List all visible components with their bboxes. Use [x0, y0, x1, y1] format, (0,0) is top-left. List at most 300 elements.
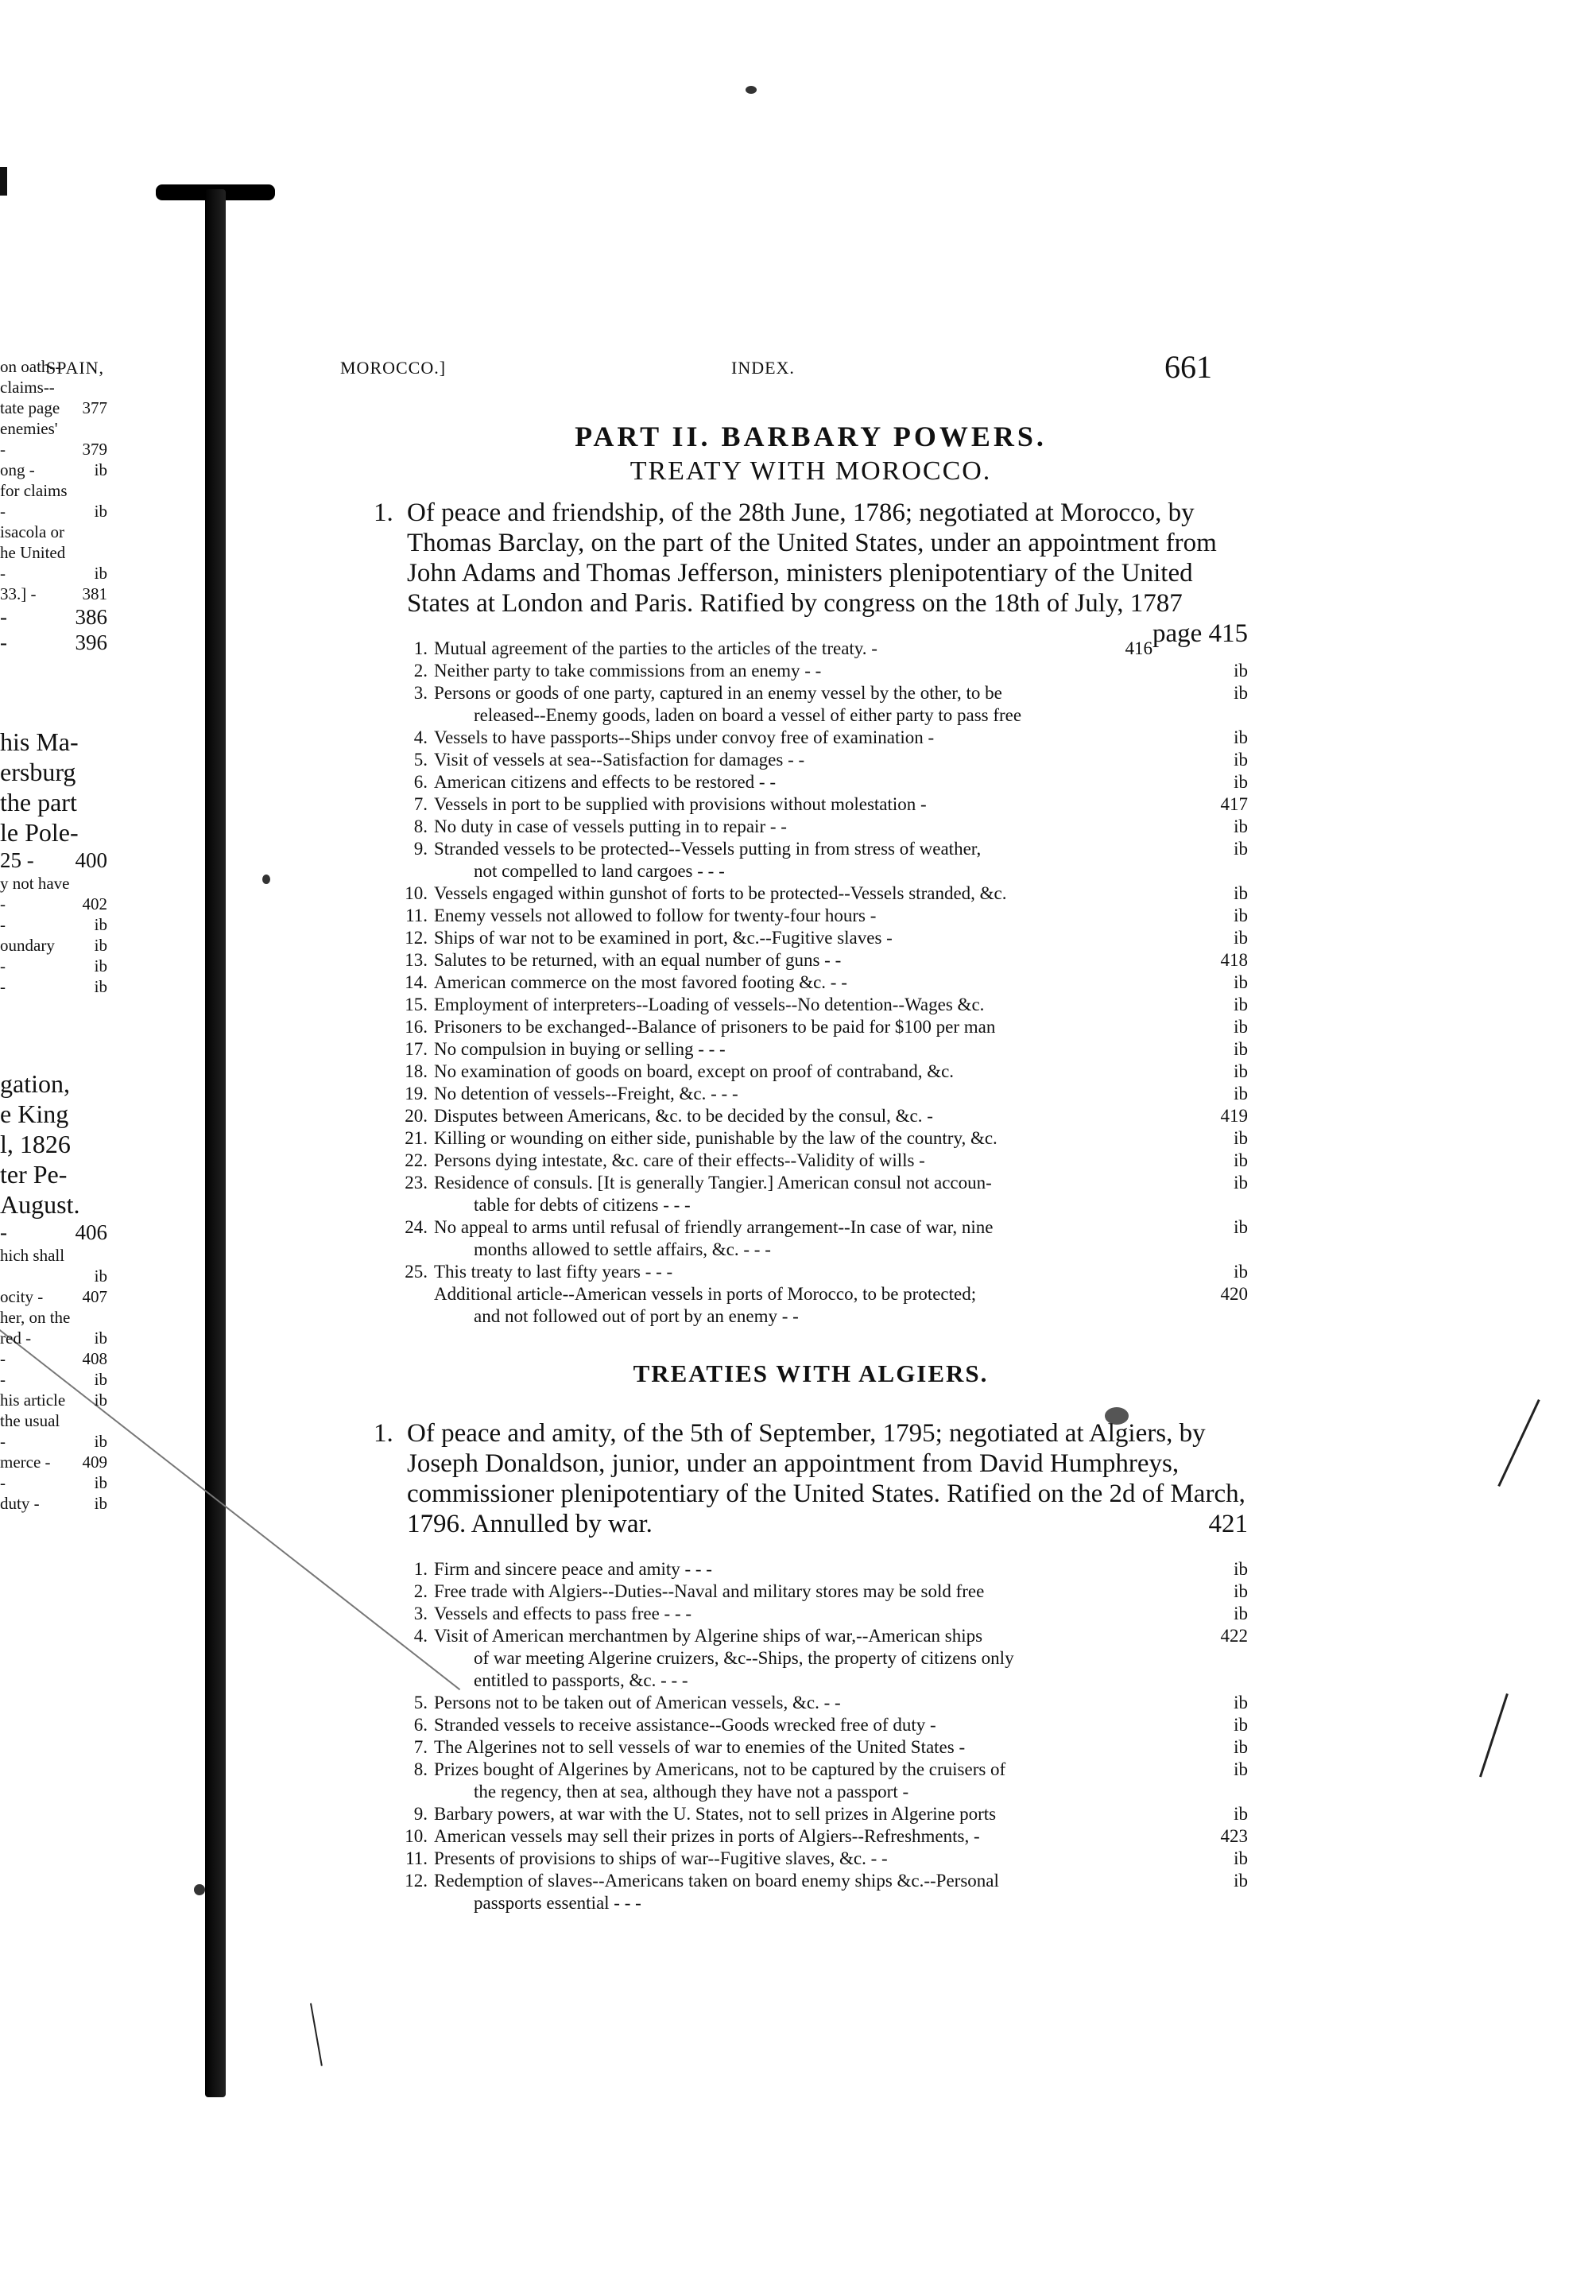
article-entry	[396, 1127, 1248, 1150]
article-entry	[396, 638, 1152, 660]
left-line-page: ib	[94, 1370, 107, 1389]
left-page-line	[0, 976, 107, 997]
article-number: 15.	[405, 995, 428, 1014]
article-number: 23.	[405, 1173, 428, 1193]
article-number: 12.	[405, 1871, 428, 1891]
article-text-line: Additional article--American vessels in ports of Morocco, to be protected;	[434, 1284, 977, 1304]
left-line-text: -	[0, 977, 6, 996]
article-number: 13.	[405, 950, 428, 970]
left-line-page: 402	[82, 894, 107, 913]
left-line-page: ib	[94, 1473, 107, 1492]
article-entry	[396, 1216, 1248, 1261]
article-number: 7.	[413, 794, 428, 814]
left-line-text: -	[0, 1432, 6, 1451]
article-entry	[396, 1736, 1248, 1759]
running-head-section: MOROCCO.]	[340, 358, 447, 378]
left-line-text: he United	[0, 543, 66, 562]
left-line-text: ong -	[0, 460, 35, 479]
article-entry	[396, 1580, 1248, 1603]
article-page: 418	[1220, 950, 1248, 970]
left-page-line	[0, 1129, 107, 1159]
left-line-page: ib	[94, 1390, 107, 1410]
article-text-line: Visit of vessels at sea--Satisfaction for damages - -	[434, 750, 805, 770]
article-page: 416	[1125, 638, 1152, 658]
article-page: ib	[1234, 1759, 1248, 1779]
left-page-line	[0, 1348, 107, 1369]
article-number: 12.	[405, 928, 428, 948]
article-text	[434, 793, 1192, 816]
article-text-line: American commerce on the most favored footing &c. - -	[434, 972, 847, 992]
article-entry	[396, 905, 1248, 927]
article-number: 9.	[413, 1804, 428, 1824]
article-number: 17.	[405, 1039, 428, 1059]
left-page-line	[0, 757, 107, 787]
left-page-line	[0, 1369, 107, 1390]
left-line-page: ib	[94, 1432, 107, 1451]
article-entry	[396, 949, 1248, 972]
left-page-line	[0, 522, 107, 542]
article-text	[434, 1150, 1192, 1172]
article-text-line: Persons not to be taken out of American vessels, &c. - -	[434, 1693, 841, 1712]
article-text-continuation: passports essential - - -	[474, 1893, 641, 1913]
article-entry	[396, 1038, 1248, 1061]
left-line-page: 386	[75, 605, 107, 629]
article-page: ib	[1234, 1715, 1248, 1735]
left-line-page: ib	[94, 956, 107, 975]
article-entry	[396, 1759, 1248, 1803]
left-line-text: hich shall	[0, 1246, 65, 1265]
article-text-continuation: released--Enemy goods, laden on board a vessel of either party to pass free	[474, 705, 1022, 725]
left-page-line	[0, 439, 107, 460]
article-text-continuation: and not followed out of port by an enemy - -	[474, 1306, 799, 1326]
left-line-text: -	[0, 1349, 6, 1368]
left-line-text: merce -	[0, 1452, 51, 1472]
article-entry	[396, 1150, 1248, 1172]
article-text-line: No compulsion in buying or selling - - -	[434, 1039, 726, 1059]
left-line-text: -	[0, 564, 6, 583]
article-page: 420	[1220, 1284, 1248, 1304]
left-line-text: on oath--	[0, 357, 61, 376]
article-number: 5.	[413, 750, 428, 770]
left-page-line	[0, 1410, 107, 1431]
left-line-text: duty -	[0, 1494, 40, 1513]
left-line-page: ib	[94, 1266, 107, 1286]
article-page: ib	[1234, 750, 1248, 770]
article-text-line: Persons dying intestate, &c. care of their effects--Validity of wills -	[434, 1150, 925, 1170]
article-text-line: No appeal to arms until refusal of friendly arrangement--In case of war, nine	[434, 1217, 994, 1237]
article-text-line: Mutual agreement of the parties to the articles of the treaty. -	[434, 638, 877, 658]
article-page: ib	[1234, 1804, 1248, 1824]
article-text-line: Prisoners to be exchanged--Balance of prisoners to be paid for $100 per man	[434, 1017, 996, 1037]
article-page: ib	[1234, 1848, 1248, 1868]
article-text-line: Presents of provisions to ships of war--Fugitive slaves, &c. - -	[434, 1848, 888, 1868]
article-page: 422	[1220, 1626, 1248, 1646]
article-number: 14.	[405, 972, 428, 992]
article-text	[434, 1038, 1192, 1061]
article-text-line: Neither party to take commissions from an enemy - -	[434, 661, 822, 681]
algiers-intro	[374, 1418, 1248, 1539]
article-text-line: Vessels engaged within gunshot of forts to be protected--Vessels stranded, &c.	[434, 883, 1007, 903]
article-entry	[396, 1283, 1248, 1328]
article-text-line: Firm and sincere peace and amity - - -	[434, 1559, 712, 1579]
left-page-line	[0, 1286, 107, 1307]
article-text-line: Disputes between Americans, &c. to be decided by the consul, &c. -	[434, 1106, 933, 1126]
article-page: ib	[1234, 772, 1248, 792]
article-entry	[396, 838, 1248, 882]
article-text	[434, 682, 1192, 727]
article-page: 419	[1220, 1106, 1248, 1126]
left-page-line	[0, 630, 107, 655]
left-line-text: his Ma-	[0, 727, 79, 756]
left-page-line	[0, 935, 107, 956]
article-text-line: Vessels to have passports--Ships under convoy free of examination -	[434, 727, 935, 747]
algiers-heading: TREATIES WITH ALGIERS.	[633, 1359, 989, 1387]
article-entry	[396, 660, 1248, 682]
article-text	[434, 1558, 1192, 1580]
article-text-continuation: table for debts of citizens - - -	[474, 1195, 691, 1215]
article-text-line: No examination of goods on board, except on proof of contraband, &c.	[434, 1061, 955, 1081]
left-line-text: -	[0, 1473, 6, 1492]
algiers-article-list	[396, 1558, 1248, 1914]
spacer	[0, 997, 107, 1068]
article-entry	[396, 727, 1248, 749]
article-text-line: This treaty to last fifty years - - -	[434, 1262, 673, 1282]
article-text-line: No detention of vessels--Freight, &c. - - -	[434, 1084, 738, 1103]
article-text-line: Vessels in port to be supplied with provisions without molestation -	[434, 794, 927, 814]
article-entry	[396, 1172, 1248, 1216]
article-page: ib	[1234, 1017, 1248, 1037]
morocco-heading: TREATY WITH MOROCCO.	[629, 456, 992, 486]
article-entry	[396, 1825, 1248, 1848]
left-line-text: 33.] -	[0, 584, 37, 603]
left-line-text: -	[0, 915, 6, 934]
pen-stroke	[310, 2003, 323, 2066]
left-page-line	[0, 501, 107, 522]
article-text	[434, 1825, 1192, 1848]
article-text	[434, 1848, 1192, 1870]
article-text	[434, 1172, 1192, 1216]
article-text-line: Salutes to be returned, with an equal number of guns - -	[434, 950, 842, 970]
left-line-text: gation,	[0, 1069, 70, 1098]
article-text	[434, 838, 1192, 882]
article-number: 1.	[413, 1559, 428, 1579]
article-number: 8.	[413, 816, 428, 836]
article-text-line: Redemption of slaves--Americans taken on board enemy ships &c.--Personal	[434, 1871, 999, 1891]
article-text-line: Prizes bought of Algerines by Americans, not to be captured by the cruisers of	[434, 1759, 1006, 1779]
article-text	[434, 1803, 1192, 1825]
left-line-text: -	[0, 1370, 6, 1389]
article-page: ib	[1234, 928, 1248, 948]
left-line-text: enemies'	[0, 419, 58, 438]
article-entry	[396, 1848, 1248, 1870]
article-number: 11.	[405, 906, 428, 925]
left-page-line	[0, 418, 107, 439]
article-number: 20.	[405, 1106, 428, 1126]
article-number: 7.	[413, 1737, 428, 1757]
left-page-line	[0, 1390, 107, 1410]
article-text-line: American citizens and effects to be restored - -	[434, 772, 776, 792]
article-number: 22.	[405, 1150, 428, 1170]
article-number: 5.	[413, 1693, 428, 1712]
article-text-continuation: not compelled to land cargoes - - -	[474, 861, 725, 881]
article-page: 417	[1220, 794, 1248, 814]
left-line-text: isacola or	[0, 522, 65, 541]
index-content	[374, 413, 1248, 1914]
article-page: ib	[1234, 883, 1248, 903]
left-page-line	[0, 1159, 107, 1189]
article-number: 10.	[405, 1826, 428, 1846]
article-text-continuation: of war meeting Algerine cruizers, &c--Ships, the property of citizens only	[474, 1648, 1014, 1668]
article-text	[434, 771, 1192, 793]
article-page: ib	[1234, 1871, 1248, 1891]
left-line-text: the part	[0, 788, 77, 816]
article-number: 21.	[405, 1128, 428, 1148]
left-line-text: tate page	[0, 398, 60, 417]
left-page-line	[0, 480, 107, 501]
article-entry	[396, 1061, 1248, 1083]
intro-page: page 415	[1152, 619, 1248, 648]
left-line-page: 407	[82, 1287, 107, 1306]
article-text	[434, 1083, 1192, 1105]
article-entry	[396, 1870, 1248, 1914]
article-text	[434, 1759, 1192, 1803]
left-page-line	[0, 356, 107, 377]
article-number: 6.	[413, 1715, 428, 1735]
article-page: ib	[1234, 727, 1248, 747]
left-line-page: 408	[82, 1349, 107, 1368]
article-text-line: Residence of consuls. [It is generally Tangier.] American consul not accoun-	[434, 1173, 992, 1193]
left-line-text: red -	[0, 1328, 32, 1348]
left-page-line	[0, 1068, 107, 1099]
article-text	[434, 1061, 1192, 1083]
left-line-text: -	[0, 440, 6, 459]
book-spine	[205, 189, 226, 2097]
ink-speck	[194, 1884, 205, 1895]
article-entry	[396, 994, 1248, 1016]
article-number: 3.	[413, 683, 428, 703]
article-text-line: Visit of American merchantmen by Algerine ships of war,--American ships	[434, 1626, 983, 1646]
left-page-line	[0, 377, 107, 398]
article-page: ib	[1234, 1262, 1248, 1282]
article-text-continuation: entitled to passports, &c. - - -	[474, 1670, 688, 1690]
left-line-page: ib	[94, 1494, 107, 1513]
left-page-line	[0, 584, 107, 604]
left-page-line	[0, 956, 107, 976]
left-page-line	[0, 604, 107, 630]
article-text-line: The Algerines not to sell vessels of war to enemies of the United States -	[434, 1737, 966, 1757]
article-text	[434, 1283, 1192, 1328]
article-text-line: No duty in case of vessels putting in to repair - -	[434, 816, 787, 836]
article-page: ib	[1234, 839, 1248, 859]
intro-text-body: Of peace and amity, of the 5th of September, 1795; negotiated at Algiers, by Joseph Donaldson, junior, under an appointment from David Humphreys, commissioner plenipotentiary of the United States. Ratified on the 2d of March, 1796. Annulled by war.	[407, 1419, 1245, 1538]
article-text	[434, 1714, 1192, 1736]
article-entry	[396, 1803, 1248, 1825]
ink-speck	[746, 86, 757, 94]
left-line-text: his article	[0, 1390, 66, 1410]
intro-number: 1.	[374, 498, 393, 527]
article-page: ib	[1234, 816, 1248, 836]
article-text	[434, 994, 1192, 1016]
article-text	[434, 816, 1192, 838]
article-text-line: Employment of interpreters--Loading of vessels--No detention--Wages &c.	[434, 995, 985, 1014]
intro-text	[374, 1418, 1248, 1539]
left-page-line	[0, 1099, 107, 1129]
article-entry	[396, 1625, 1248, 1692]
left-line-page: ib	[94, 564, 107, 583]
left-page-line	[0, 1472, 107, 1493]
article-page: ib	[1234, 972, 1248, 992]
left-line-text: her, on the	[0, 1308, 71, 1327]
left-line-text: y not have	[0, 874, 70, 893]
left-page-line	[0, 1307, 107, 1328]
article-page: ib	[1234, 1039, 1248, 1059]
article-text	[434, 1216, 1192, 1261]
left-page-line	[0, 1189, 107, 1220]
article-number: 24.	[405, 1217, 428, 1237]
article-number: 2.	[413, 1581, 428, 1601]
left-line-text: for claims	[0, 481, 68, 500]
article-text	[434, 749, 1192, 771]
article-page: ib	[1234, 1173, 1248, 1193]
article-text-line: Enemy vessels not allowed to follow for twenty-four hours -	[434, 906, 877, 925]
article-text	[434, 882, 1192, 905]
left-line-page: ib	[94, 977, 107, 996]
left-line-text: oundary	[0, 936, 55, 955]
left-page-line	[0, 1452, 107, 1472]
article-text	[434, 1580, 1192, 1603]
left-page-line	[0, 1431, 107, 1452]
article-page: ib	[1234, 1150, 1248, 1170]
left-page-line	[0, 563, 107, 584]
ink-speck	[262, 875, 270, 884]
article-page: ib	[1234, 1693, 1248, 1712]
left-line-text: ter Pe-	[0, 1160, 68, 1189]
article-number: 2.	[413, 661, 428, 681]
article-entry	[396, 682, 1248, 727]
left-page-line	[0, 1328, 107, 1348]
article-text	[434, 727, 1192, 749]
left-line-page: 381	[82, 584, 107, 603]
morocco-article-list	[396, 638, 1248, 1328]
article-text-line: Stranded vessels to receive assistance--Goods wrecked free of duty -	[434, 1715, 936, 1735]
article-page: ib	[1234, 1128, 1248, 1148]
article-number: 1.	[413, 638, 428, 658]
left-line-page: 400	[75, 848, 107, 872]
article-entry	[396, 1603, 1248, 1625]
left-line-page: ib	[94, 915, 107, 934]
left-line-text: -	[0, 894, 6, 913]
article-number: 18.	[405, 1061, 428, 1081]
pen-stroke	[1479, 1693, 1509, 1778]
article-text-line: Ships of war not to be examined in port, &c.--Fugitive slaves -	[434, 928, 893, 948]
article-page: ib	[1234, 995, 1248, 1014]
left-line-text: -	[0, 502, 6, 521]
left-line-text: claims--	[0, 378, 55, 397]
article-text	[434, 927, 1192, 949]
article-text-continuation: the regency, then at sea, although they have not a passport -	[474, 1782, 909, 1802]
article-page: ib	[1234, 1604, 1248, 1623]
page-number: 661	[1164, 349, 1212, 385]
binding-mark	[0, 167, 7, 196]
left-line-text: ocity -	[0, 1287, 44, 1306]
article-number: 4.	[413, 1626, 428, 1646]
article-number: 11.	[405, 1848, 428, 1868]
left-line-page: ib	[94, 936, 107, 955]
article-text	[434, 972, 1192, 994]
article-text	[434, 1016, 1192, 1038]
article-number: 4.	[413, 727, 428, 747]
intro-page: 421	[1208, 1510, 1248, 1538]
article-number: 9.	[413, 839, 428, 859]
article-number: 3.	[413, 1604, 428, 1623]
part-title: PART II. BARBARY POWERS.	[575, 421, 1047, 452]
left-line-page: ib	[94, 502, 107, 521]
left-page-line	[0, 847, 107, 873]
left-page-line	[0, 542, 107, 563]
article-number: 8.	[413, 1759, 428, 1779]
article-page: ib	[1234, 1737, 1248, 1757]
left-page-line	[0, 894, 107, 914]
article-number: 25.	[405, 1262, 428, 1282]
left-line-text: -	[0, 630, 7, 654]
left-page-line	[0, 873, 107, 894]
article-text	[434, 949, 1192, 972]
article-entry	[396, 1261, 1248, 1283]
article-text-continuation: months allowed to settle affairs, &c. - - -	[474, 1239, 771, 1259]
left-line-page: ib	[94, 1328, 107, 1348]
left-page-line	[0, 1493, 107, 1514]
article-text-line: Stranded vessels to be protected--Vessels putting in from stress of weather,	[434, 839, 982, 859]
article-text	[434, 1261, 1192, 1283]
left-page-line	[0, 460, 107, 480]
article-entry	[396, 793, 1248, 816]
left-line-text: 25 -	[0, 848, 34, 872]
left-line-page: 409	[82, 1452, 107, 1472]
article-entry	[396, 1083, 1248, 1105]
running-head-title: INDEX.	[731, 358, 795, 378]
left-line-text: e King	[0, 1100, 69, 1128]
article-entry	[396, 1714, 1248, 1736]
left-line-text: l, 1826	[0, 1130, 71, 1158]
article-page: ib	[1234, 1084, 1248, 1103]
left-line-text: le Pole-	[0, 818, 79, 847]
left-page-line	[0, 914, 107, 935]
left-line-page: 379	[82, 440, 107, 459]
article-number: 16.	[405, 1017, 428, 1037]
article-entry	[396, 771, 1248, 793]
left-line-text: -	[0, 956, 6, 975]
article-page: ib	[1234, 1581, 1248, 1601]
article-number: 10.	[405, 883, 428, 903]
article-text	[434, 1692, 1192, 1714]
article-entry	[396, 1692, 1248, 1714]
article-text	[434, 1736, 1192, 1759]
left-page-line	[0, 398, 107, 418]
intro-number: 1.	[374, 1419, 393, 1448]
article-entry	[396, 972, 1248, 994]
article-text	[434, 1127, 1192, 1150]
left-line-text: ersburg	[0, 758, 76, 786]
article-entry	[396, 882, 1248, 905]
intro-text-body: Of peace and friendship, of the 28th June, 1786; negotiated at Morocco, by Thomas Barclay, on the part of the United States, under an appointment from John Adams and Thomas Jefferson, ministers plenipotentiary of the United States at London and Paris. Ratified by congress on the 18th of July, 1787	[407, 498, 1217, 618]
article-number: 19.	[405, 1084, 428, 1103]
left-line-page: 396	[75, 630, 107, 654]
article-text	[434, 1870, 1192, 1914]
article-page: ib	[1234, 661, 1248, 681]
article-entry	[396, 749, 1248, 771]
article-text-line: Vessels and effects to pass free - - -	[434, 1604, 692, 1623]
article-page: ib	[1234, 1061, 1248, 1081]
